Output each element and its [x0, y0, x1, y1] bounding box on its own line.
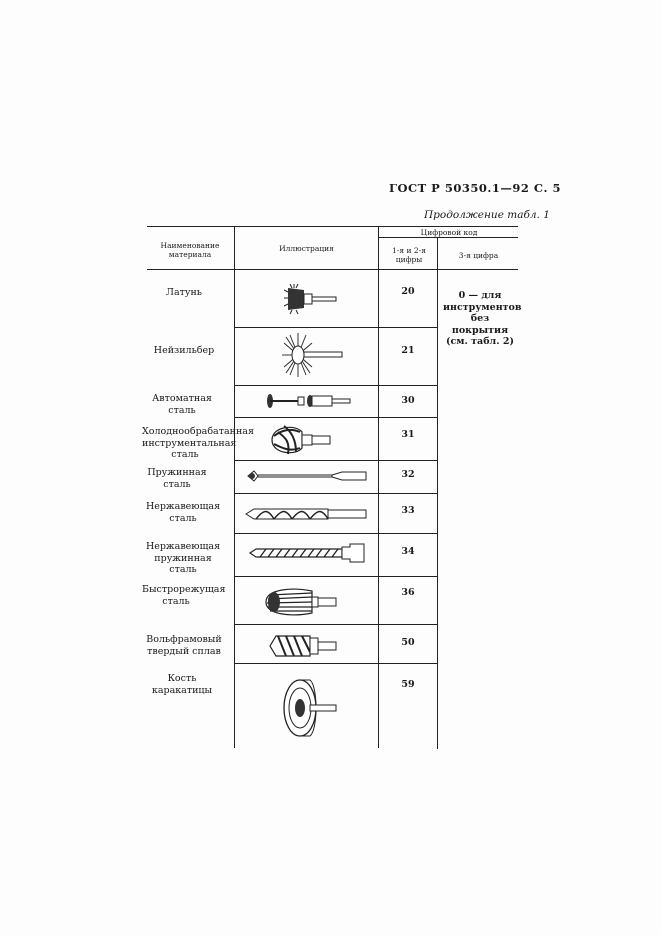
- code-value: 30: [401, 395, 415, 406]
- header-code: Цифровой код: [420, 228, 478, 237]
- header-illustration: Иллюстрация: [279, 244, 334, 253]
- cylinder-cutter-icon: [266, 632, 338, 660]
- code-value: 59: [401, 679, 415, 690]
- header-material: Наименование материала: [160, 241, 220, 259]
- material-name: Кость каракатицы: [151, 673, 213, 696]
- table-continuation-label: Продолжение табл. 1: [424, 209, 550, 221]
- code-value: 21: [401, 345, 415, 356]
- code-value: 33: [401, 505, 415, 516]
- code-value: 50: [401, 637, 415, 648]
- material-name: Пружинная сталь: [147, 467, 207, 490]
- ball-cutter-icon: [268, 422, 334, 458]
- material-name: Нержавеющая пружинная сталь: [145, 541, 221, 575]
- material-name: Нержавеющая сталь: [145, 501, 221, 524]
- cone-burr-icon: [262, 585, 338, 619]
- spiral-drill-icon: [246, 543, 366, 563]
- code-value: 31: [401, 429, 415, 440]
- material-name: Латунь: [166, 287, 202, 298]
- material-name: Вольфрамовый твердый сплав: [146, 634, 222, 657]
- code-value: 36: [401, 587, 415, 598]
- material-name: Быстрорежущая сталь: [142, 584, 226, 607]
- ball-point-tool-icon: [246, 469, 368, 483]
- brush-cup-icon: [284, 284, 340, 316]
- third-digit-note: 0 — для инструментов без покрытия (см. табл. 2): [443, 290, 522, 347]
- material-name: Нейзильбер: [153, 345, 215, 356]
- pin-tool-icon: [264, 393, 354, 409]
- brush-wheel-icon: [282, 333, 344, 377]
- code-value: 20: [401, 286, 415, 297]
- polishing-disc-icon: [280, 676, 338, 740]
- code-value: 32: [401, 469, 415, 480]
- header-code-12: 1-я и 2-я цифры: [392, 246, 426, 264]
- material-name: Холоднообрабатанная инструментальная сталь: [142, 426, 254, 460]
- header-code-3: 3-я цифра: [458, 251, 499, 260]
- material-name: Автоматная сталь: [152, 393, 212, 416]
- code-value: 34: [401, 546, 415, 557]
- page-header: ГОСТ Р 50350.1—92 С. 5: [389, 181, 562, 195]
- twist-drill-icon: [244, 506, 368, 522]
